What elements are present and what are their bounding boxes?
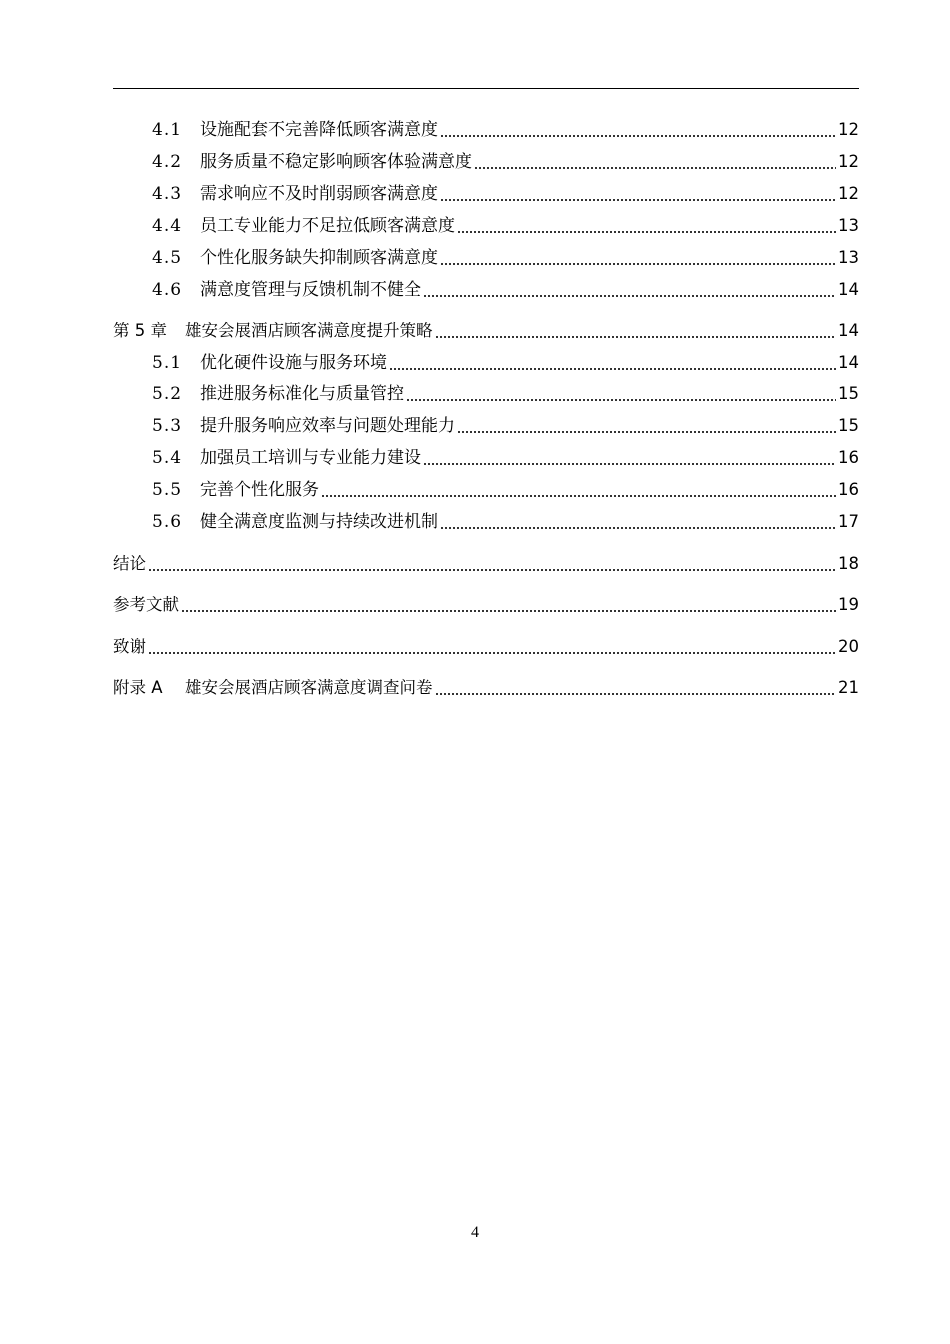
toc-entry-page: 21 <box>838 678 859 697</box>
toc-entry-page: 16 <box>838 448 859 467</box>
toc-entry-title: 需求响应不及时削弱顾客满意度 <box>200 184 438 204</box>
toc-entry-number: 4.1 <box>152 120 183 140</box>
toc-entry-4-1[interactable] <box>113 115 859 145</box>
toc-entry-title: 雄安会展酒店顾客满意度调查问卷 <box>185 678 433 697</box>
toc-entry-title: 服务质量不稳定影响顾客体验满意度 <box>200 152 472 172</box>
dot-leader <box>181 596 836 614</box>
toc-entry-page: 12 <box>838 184 859 203</box>
toc-entry-number: 第 5 章 <box>113 321 167 340</box>
toc-entry-title: 健全满意度监测与持续改进机制 <box>200 512 438 532</box>
toc-entry-number: 5.5 <box>152 480 183 500</box>
toc-entry-number: 5.3 <box>152 416 183 436</box>
toc-entry-page: 15 <box>838 416 859 435</box>
toc-entry-title: 雄安会展酒店顾客满意度提升策略 <box>185 321 433 340</box>
toc-entry-page: 18 <box>838 554 859 573</box>
toc-entry-number: 4.4 <box>152 216 183 236</box>
header-rule <box>113 88 859 89</box>
dot-leader <box>440 121 836 139</box>
toc-entry-references[interactable] <box>113 590 859 620</box>
dot-leader <box>457 417 836 435</box>
toc-entry-page: 16 <box>838 480 859 499</box>
toc-entry-4-5[interactable] <box>113 243 859 273</box>
toc-entry-title: 加强员工培训与专业能力建设 <box>200 448 421 468</box>
toc-entry-conclusion[interactable] <box>113 549 859 579</box>
toc-entry-page: 20 <box>838 637 859 656</box>
toc-entry-number: 5.2 <box>152 384 183 404</box>
toc-entry-number: 附录 A <box>113 678 163 697</box>
toc-entry-appendix-a[interactable] <box>113 673 859 703</box>
toc-entry-title: 满意度管理与反馈机制不健全 <box>200 280 421 300</box>
toc-entry-title: 推进服务标准化与质量管控 <box>200 384 404 404</box>
toc-entry-5-3[interactable] <box>113 411 859 441</box>
page-number: 4 <box>471 1224 479 1241</box>
toc-entry-page: 19 <box>838 595 859 614</box>
dot-leader <box>423 281 836 299</box>
dot-leader <box>148 638 836 656</box>
toc-entry-page: 12 <box>838 120 859 139</box>
toc-entry-5-6[interactable] <box>113 507 859 537</box>
toc-entry-number: 4.6 <box>152 280 183 300</box>
toc-entry-5-2[interactable] <box>113 379 859 409</box>
toc-entry-page: 14 <box>838 321 859 340</box>
toc-entry-title: 员工专业能力不足拉低顾客满意度 <box>200 216 455 236</box>
toc-entry-5-5[interactable] <box>113 475 859 505</box>
dot-leader <box>389 354 836 372</box>
toc-entry-title: 个性化服务缺失抑制顾客满意度 <box>200 248 438 268</box>
dot-leader <box>406 385 836 403</box>
dot-leader <box>440 185 836 203</box>
toc-entry-page: 15 <box>838 384 859 403</box>
toc-entry-title: 优化硬件设施与服务环境 <box>200 353 387 373</box>
toc-entry-number: 4.5 <box>152 248 183 268</box>
toc-entry-5-1[interactable] <box>113 348 859 378</box>
toc-entry-page: 13 <box>838 248 859 267</box>
dot-leader <box>435 679 837 697</box>
toc-entry-4-3[interactable] <box>113 179 859 209</box>
toc-entry-page: 12 <box>838 152 859 171</box>
toc-entry-4-2[interactable] <box>113 147 859 177</box>
toc-entry-page: 14 <box>838 280 859 299</box>
dot-leader <box>423 449 836 467</box>
dot-leader <box>440 249 836 267</box>
toc-entry-title: 设施配套不完善降低顾客满意度 <box>200 120 438 140</box>
dot-leader <box>435 322 837 340</box>
toc-entry-4-6[interactable] <box>113 275 859 305</box>
toc-entry-title: 参考文献 <box>113 595 179 614</box>
toc-entry-number: 5.1 <box>152 353 183 373</box>
toc-entry-number: 4.3 <box>152 184 183 204</box>
toc-entry-number: 4.2 <box>152 152 183 172</box>
toc-entry-page: 13 <box>838 216 859 235</box>
toc-entry-number: 5.6 <box>152 512 183 532</box>
dot-leader <box>440 513 836 531</box>
toc-entry-chapter-5[interactable] <box>113 316 859 346</box>
toc-entry-4-4[interactable] <box>113 211 859 241</box>
toc-entry-page: 14 <box>838 353 859 372</box>
toc-entry-page: 17 <box>838 512 859 531</box>
toc-entry-5-4[interactable] <box>113 443 859 473</box>
dot-leader <box>457 217 836 235</box>
dot-leader <box>474 153 836 171</box>
dot-leader <box>148 555 836 573</box>
toc-entry-title: 结论 <box>113 554 146 573</box>
toc-entry-title: 致谢 <box>113 637 146 656</box>
toc-entry-acknowledgements[interactable] <box>113 632 859 662</box>
toc-entry-title: 完善个性化服务 <box>200 480 319 500</box>
toc-entry-title: 提升服务响应效率与问题处理能力 <box>200 416 455 436</box>
dot-leader <box>321 481 836 499</box>
toc-entry-number: 5.4 <box>152 448 183 468</box>
